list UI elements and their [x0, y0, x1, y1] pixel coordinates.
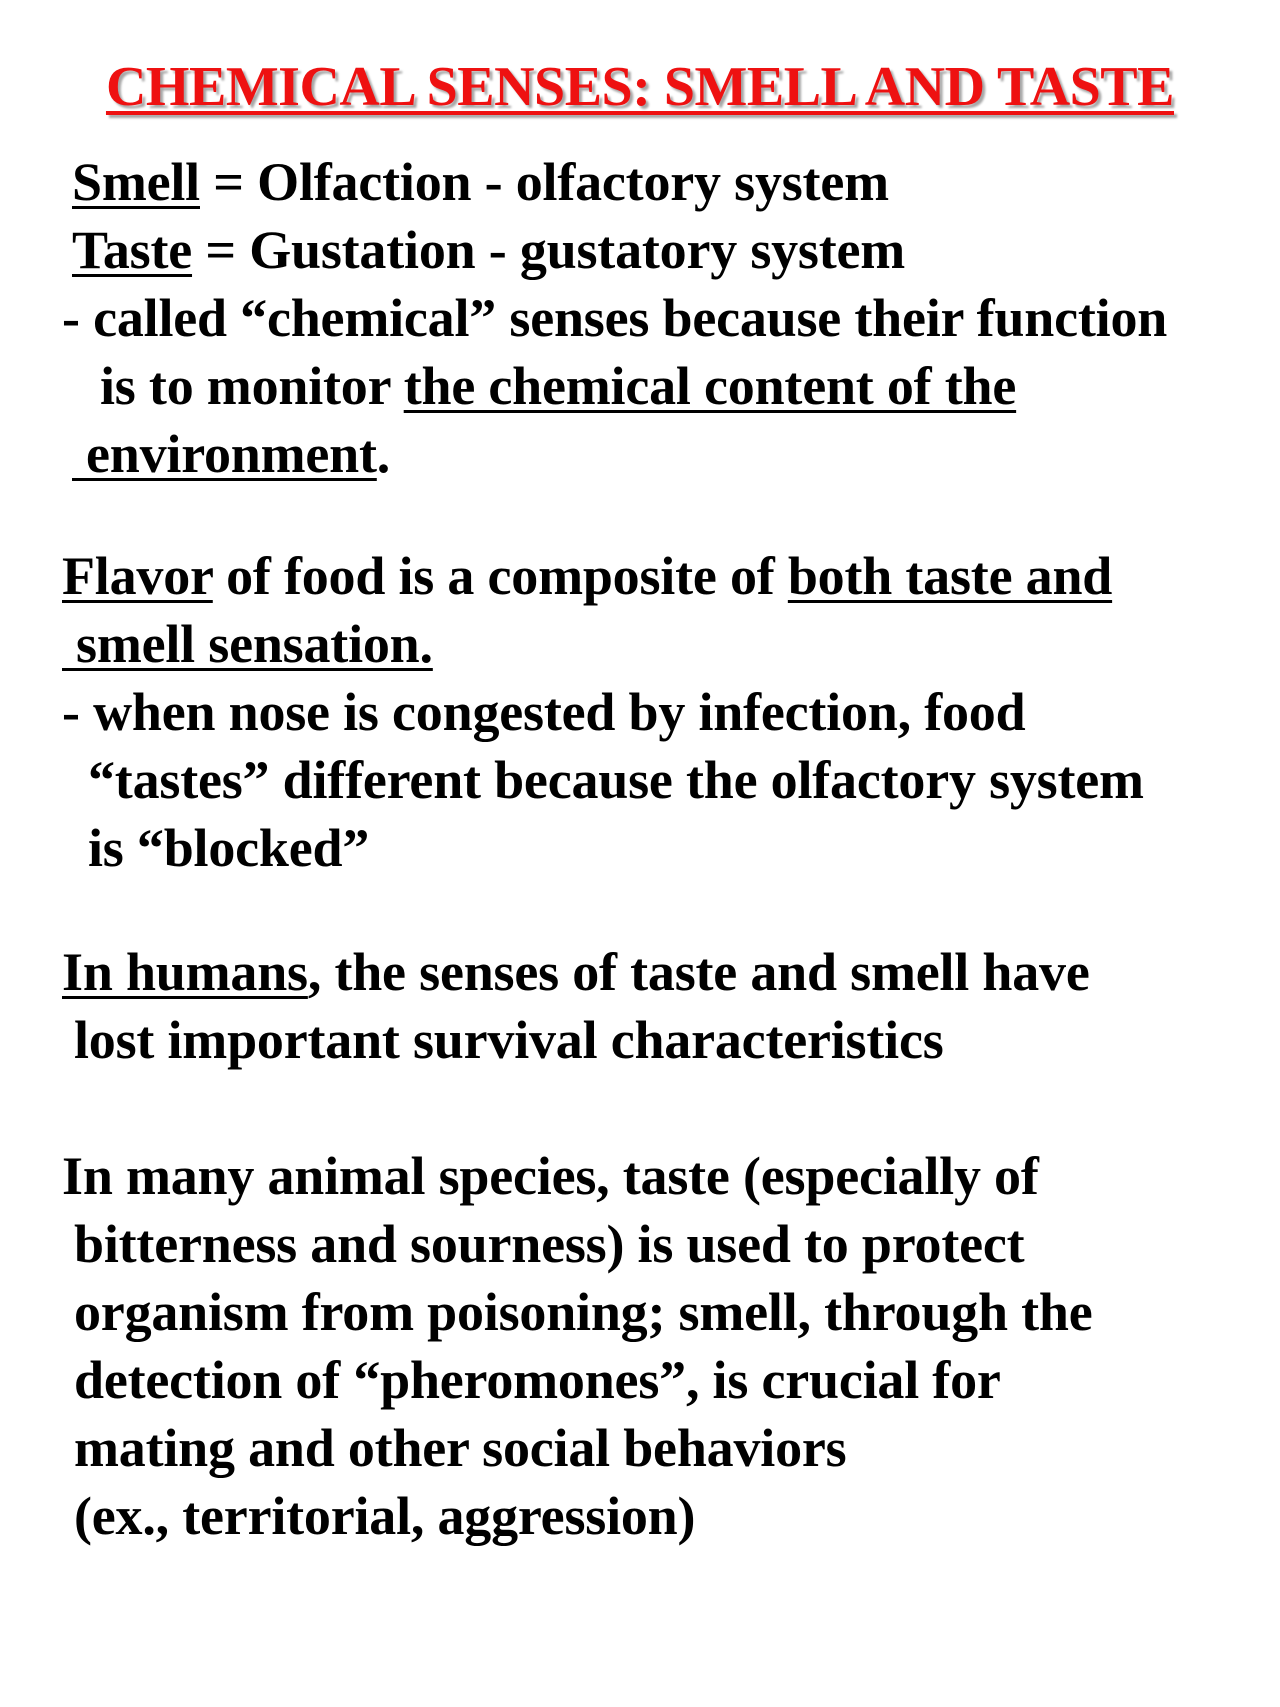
monitor-line: [100, 352, 1016, 420]
environment-line: [72, 420, 390, 488]
smell-definition-text: = Olfaction - olfactory system: [200, 152, 889, 212]
humans-line: [62, 938, 1090, 1006]
taste-definition-text: = Gustation - gustatory system: [192, 220, 906, 280]
smell-term: Smell: [72, 152, 200, 212]
survival-line: lost important survival characteristics: [74, 1010, 944, 1070]
environment-text: environment: [86, 424, 377, 484]
flavor-mid-text: of food is a composite of: [212, 546, 788, 606]
congested-line: - when nose is congested by infection, food: [62, 682, 1026, 742]
slide-title: CHEMICAL SENSES: SMELL AND TASTE: [105, 56, 1175, 118]
in-humans-term: In humans: [62, 942, 308, 1002]
flavor-line: [62, 542, 1112, 610]
both-taste-text: both taste and: [787, 546, 1113, 606]
examples-line: (ex., territorial, aggression): [74, 1486, 696, 1546]
flavor-term: Flavor: [62, 546, 213, 606]
humans-rest-text: , the senses of taste and smell have: [307, 942, 1090, 1002]
smell-sensation-text: smell sensation.: [76, 614, 433, 674]
environment-period: .: [376, 424, 391, 484]
underline-space: [62, 616, 76, 671]
chemical-senses-line: - called “chemical” senses because their function: [62, 288, 1168, 348]
bitterness-line: bitterness and sourness) is used to protect: [74, 1214, 1025, 1274]
smell-sensation-line: [62, 610, 433, 678]
taste-definition-line: [72, 216, 905, 284]
mating-line: mating and other social behaviors: [74, 1418, 847, 1478]
chemical-content-text: the chemical content of the: [403, 356, 1017, 416]
pheromones-line: detection of “pheromones”, is crucial for: [74, 1350, 1001, 1410]
tastes-different-line: “tastes” different because the olfactory system: [88, 750, 1144, 810]
poisoning-line: organism from poisoning; smell, through the: [74, 1282, 1093, 1342]
taste-term: Taste: [72, 220, 193, 280]
animal-species-line: In many animal species, taste (especially of: [62, 1146, 1039, 1206]
blocked-line: is “blocked”: [88, 818, 370, 878]
underline-space: [72, 426, 86, 481]
smell-definition-line: [72, 148, 889, 216]
monitor-text: is to monitor: [100, 356, 404, 416]
